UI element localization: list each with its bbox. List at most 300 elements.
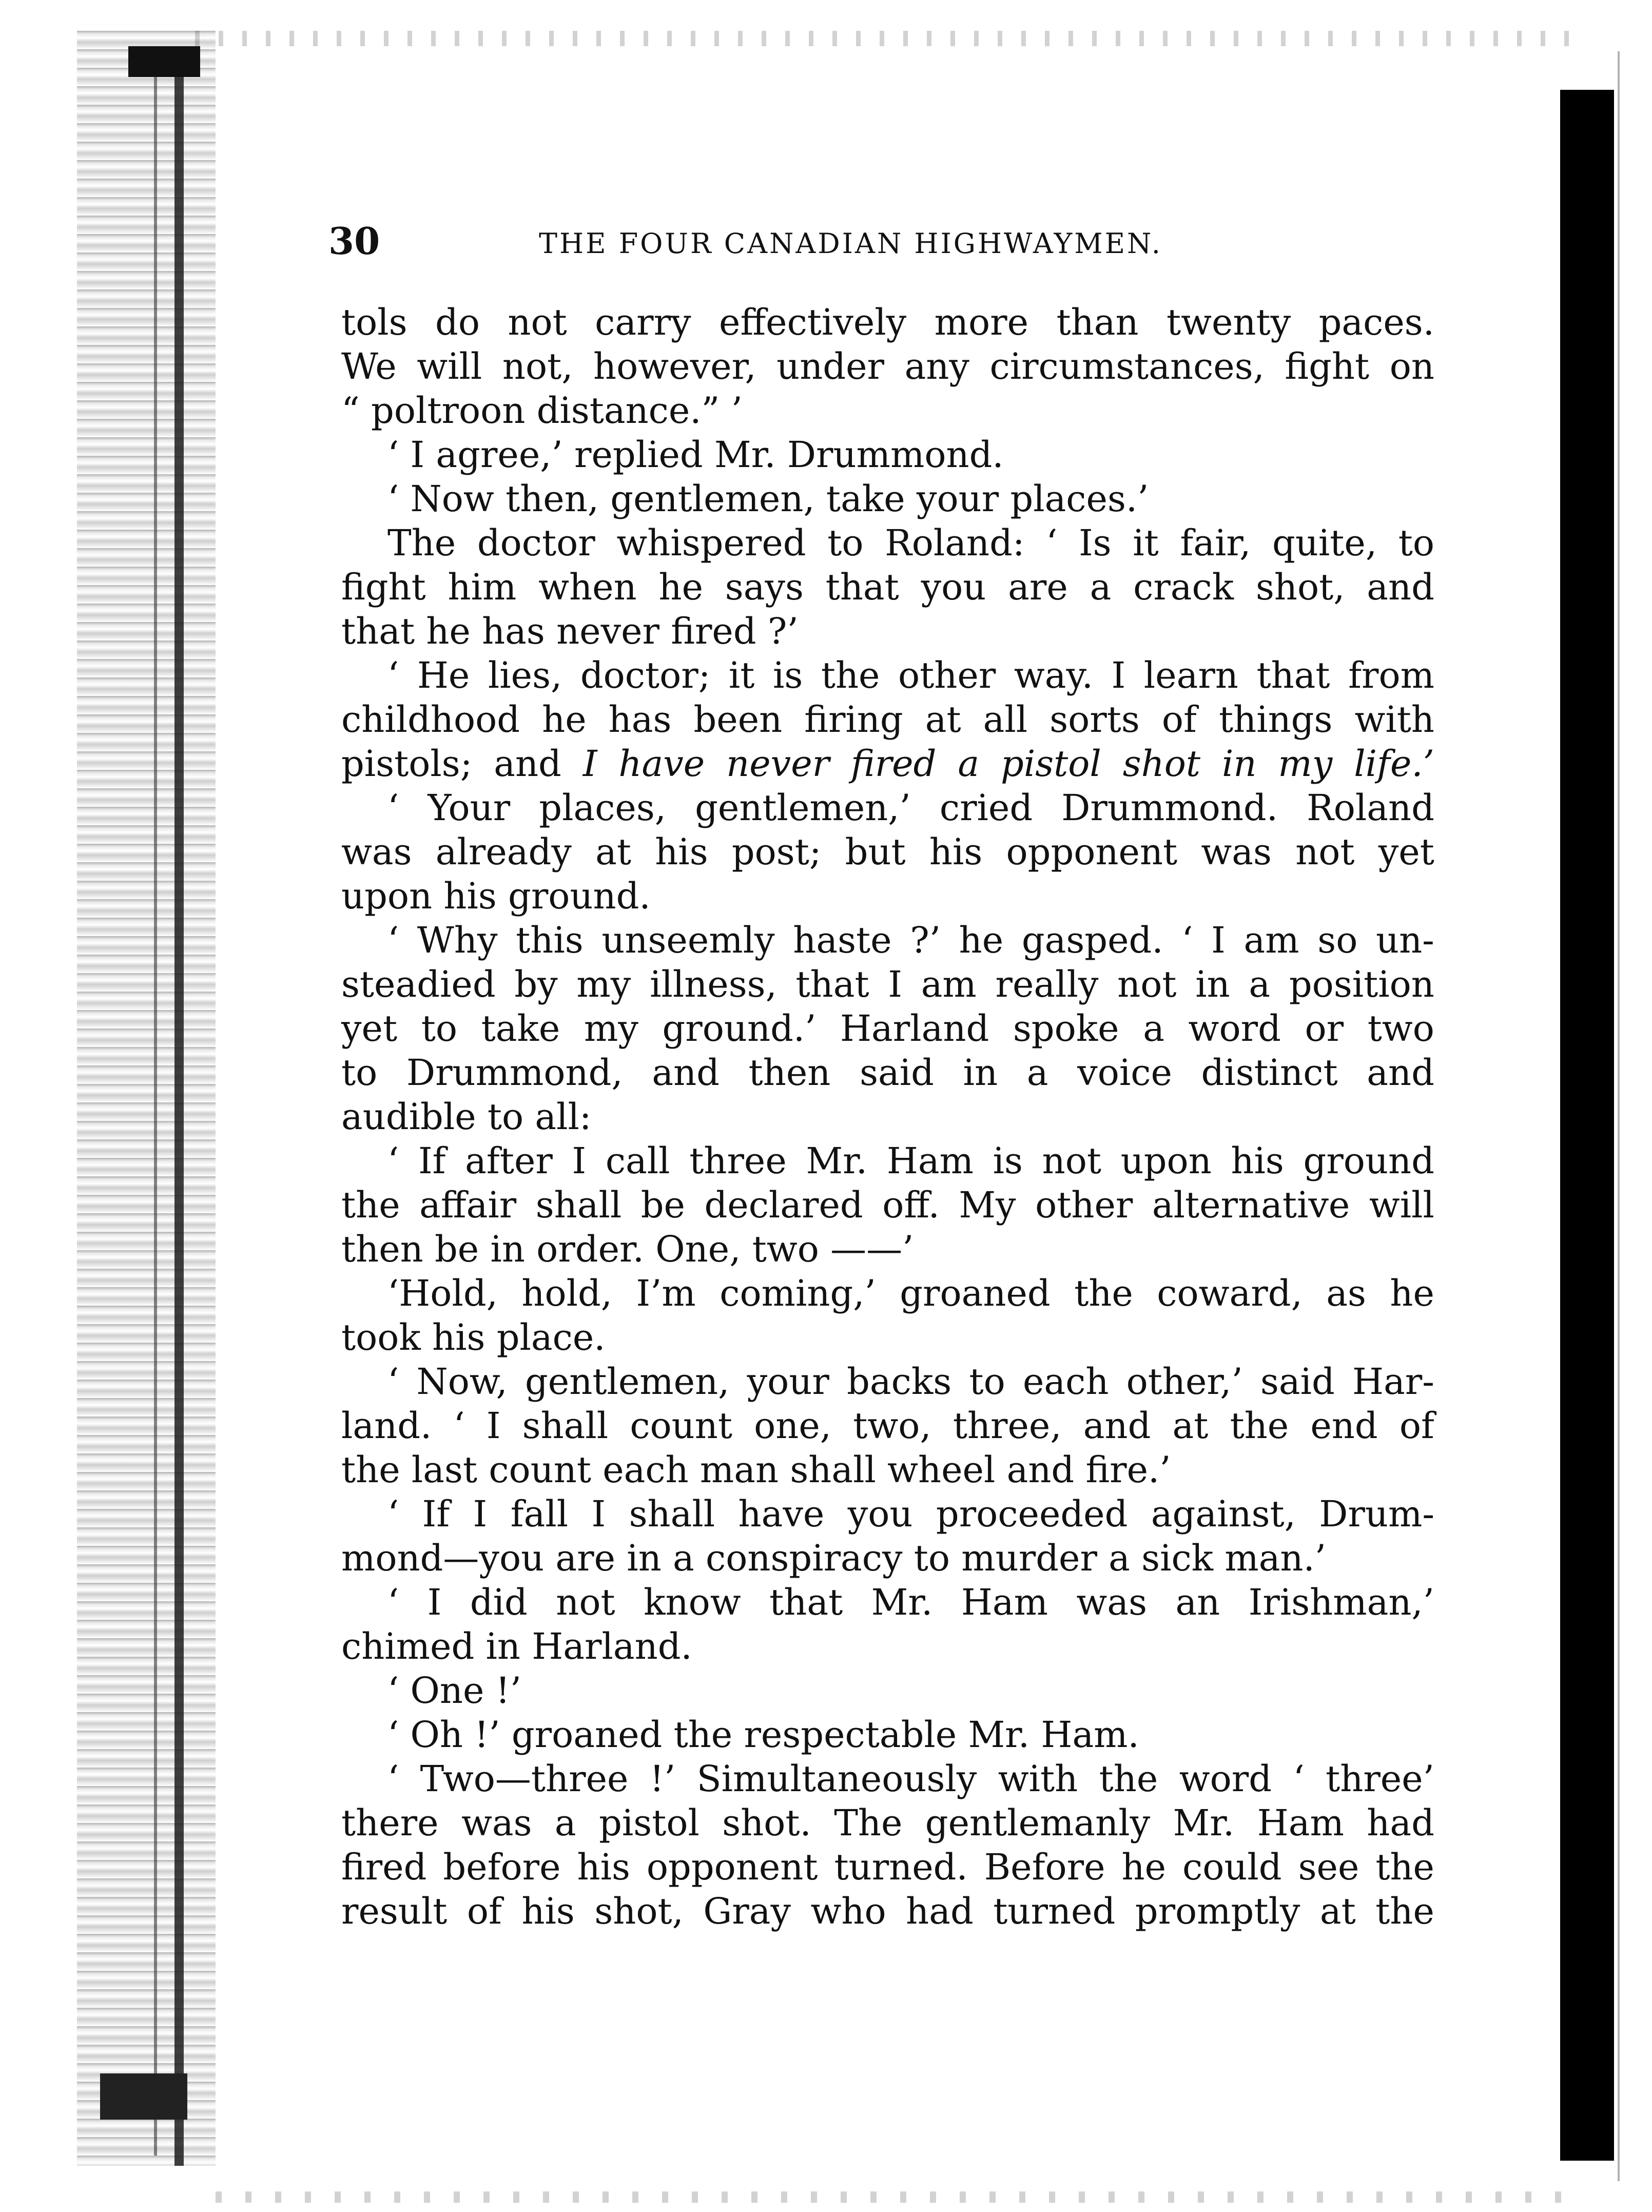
text-word: my xyxy=(576,963,631,1005)
text-word: the xyxy=(1230,1405,1289,1447)
text-word: a xyxy=(1143,1007,1164,1050)
text-line xyxy=(341,1404,1434,1448)
text-word: Is xyxy=(1079,522,1112,564)
text-line xyxy=(341,1580,1434,1624)
text-word: The xyxy=(387,522,456,564)
text-word: sorts xyxy=(1049,698,1140,741)
text-word: Now, xyxy=(416,1361,508,1403)
text-word: the xyxy=(1099,1758,1158,1800)
text-word: off. xyxy=(882,1184,940,1226)
text-word: he xyxy=(1390,1272,1434,1314)
text-word: turned xyxy=(993,1890,1116,1932)
text-word: there xyxy=(341,1802,439,1844)
text-word-italic: shot xyxy=(1122,743,1201,785)
text-line xyxy=(341,1448,1434,1492)
text-word: Your xyxy=(427,787,511,829)
text-word: you xyxy=(921,566,986,608)
text-word: not xyxy=(1042,1140,1101,1182)
text-word: not xyxy=(556,1581,615,1623)
text-word: will xyxy=(1369,1184,1434,1226)
text-word: a xyxy=(554,1802,576,1844)
text-word: not, xyxy=(502,345,573,387)
text-line xyxy=(341,1713,1434,1757)
text-line xyxy=(341,1227,1434,1271)
scan-right-edge-bar xyxy=(1560,90,1614,2161)
text-word: ‘ xyxy=(1293,1758,1305,1800)
text-word: cried xyxy=(939,787,1033,829)
text-word: two xyxy=(1367,1007,1434,1050)
text-line xyxy=(341,697,1434,742)
text-word: have xyxy=(738,1493,825,1535)
text-word: I xyxy=(486,1405,501,1447)
text-word: by xyxy=(514,963,558,1005)
text-word: my xyxy=(584,1007,638,1050)
text-word: it xyxy=(728,654,755,696)
text-word: hold, xyxy=(521,1272,613,1314)
text-word: I xyxy=(572,1140,587,1182)
text-word: are xyxy=(1008,566,1068,608)
text-word: ‘ xyxy=(387,1493,399,1535)
text-line-content: ‘ One !’ xyxy=(387,1670,522,1712)
text-word: land. xyxy=(341,1405,432,1447)
scan-bottom-noise xyxy=(216,2191,1570,2203)
text-word: other xyxy=(1035,1184,1133,1226)
text-word: really xyxy=(995,963,1099,1005)
text-word: any xyxy=(904,345,969,387)
text-word: learn xyxy=(1143,654,1238,696)
text-word: ‘ xyxy=(387,1361,399,1403)
text-word: Ham xyxy=(1257,1802,1344,1844)
text-word: doctor xyxy=(477,522,595,564)
text-word: shall xyxy=(522,1405,609,1447)
text-word: than xyxy=(1056,301,1139,343)
text-word: not xyxy=(1295,831,1355,873)
text-word: quite, xyxy=(1272,522,1377,564)
text-word: Roland xyxy=(1307,787,1434,829)
text-word: but xyxy=(845,831,906,873)
text-word: Mr. xyxy=(1173,1802,1235,1844)
text-word: gasped. xyxy=(1021,919,1163,961)
text-word: Ham xyxy=(961,1581,1048,1623)
text-line xyxy=(341,1139,1434,1183)
text-word: that xyxy=(769,1581,843,1623)
text-word: alternative xyxy=(1152,1184,1350,1226)
text-word: had xyxy=(906,1890,974,1932)
text-word: Drummond. xyxy=(1061,787,1278,829)
text-word: things xyxy=(1218,698,1333,741)
text-word: this xyxy=(516,919,584,961)
text-word: I xyxy=(888,963,902,1005)
text-word: of xyxy=(467,1890,502,1932)
text-word: said xyxy=(1260,1361,1335,1403)
text-word: take xyxy=(481,1007,560,1050)
text-line xyxy=(341,521,1434,565)
text-word: know xyxy=(644,1581,741,1623)
text-word: Mr. xyxy=(806,1140,868,1182)
text-word: unseemly xyxy=(601,919,775,961)
text-word: coming,’ xyxy=(720,1272,876,1314)
text-line xyxy=(341,830,1434,874)
text-word: am xyxy=(921,963,977,1005)
text-word: proceeded xyxy=(936,1493,1128,1535)
text-word: all xyxy=(983,698,1028,741)
text-line xyxy=(341,1668,1434,1713)
text-word: or xyxy=(1305,1007,1344,1050)
scan-gutter-line xyxy=(154,62,157,2156)
text-word: I xyxy=(1111,654,1126,696)
text-word: steadied xyxy=(341,963,496,1005)
text-word: when xyxy=(538,566,637,608)
text-word: groaned xyxy=(900,1272,1051,1314)
text-word: did xyxy=(470,1581,528,1623)
text-word: that xyxy=(1256,654,1330,696)
text-word: ‘ xyxy=(387,919,399,961)
text-word: as xyxy=(1326,1272,1366,1314)
text-word: fight xyxy=(341,566,426,608)
text-word: he xyxy=(542,698,587,741)
text-word: of xyxy=(1161,698,1197,741)
text-line xyxy=(341,1051,1434,1095)
text-line xyxy=(341,742,1434,786)
text-word: declared xyxy=(704,1184,863,1226)
text-word-italic: fired xyxy=(851,743,937,785)
text-word: is xyxy=(772,654,803,696)
text-word: one, xyxy=(754,1405,832,1447)
text-word: more xyxy=(934,301,1029,343)
text-word: other xyxy=(898,654,996,696)
text-word: ‘ xyxy=(387,1140,399,1182)
text-word: of xyxy=(1399,1405,1434,1447)
text-word-italic: pistol xyxy=(1001,743,1101,785)
text-word: it xyxy=(1133,522,1159,564)
text-word: Ham xyxy=(886,1140,974,1182)
text-word: yet xyxy=(1378,831,1434,873)
text-word: ‘ xyxy=(387,1581,399,1623)
scan-top-noise xyxy=(195,31,1570,46)
text-line xyxy=(341,609,1434,653)
text-word: be xyxy=(640,1184,685,1226)
text-word: Drum- xyxy=(1319,1493,1434,1535)
text-word: pistols; xyxy=(341,743,473,785)
text-word: a xyxy=(1090,566,1112,608)
text-word: position xyxy=(1289,963,1434,1005)
text-word: shot. xyxy=(722,1802,811,1844)
text-word: places, xyxy=(539,787,667,829)
scan-right-edge-line xyxy=(1618,51,1620,2181)
text-word: three xyxy=(689,1140,787,1182)
scan-corner-mark xyxy=(128,46,200,77)
text-word: ?’ xyxy=(910,919,941,961)
text-line xyxy=(341,786,1434,830)
text-word: says xyxy=(725,566,804,608)
text-word: his xyxy=(521,1890,575,1932)
text-word: at xyxy=(595,831,631,873)
text-word: opponent xyxy=(1006,831,1178,873)
text-word: backs xyxy=(847,1361,952,1403)
text-word: pistol xyxy=(599,1802,699,1844)
text-word: is xyxy=(993,1140,1023,1182)
text-word: you xyxy=(847,1493,913,1535)
text-word: shall xyxy=(535,1184,622,1226)
text-word: after xyxy=(465,1140,553,1182)
text-word: end xyxy=(1310,1405,1378,1447)
text-word-italic: a xyxy=(958,743,980,785)
text-word: am xyxy=(1243,919,1299,961)
text-word-italic: I xyxy=(582,743,597,785)
text-line xyxy=(341,874,1434,918)
scan-corner-mark xyxy=(100,2073,187,2120)
text-line-content: upon his ground. xyxy=(341,875,651,917)
text-line-content: chimed in Harland. xyxy=(341,1625,692,1667)
text-word: and xyxy=(1367,1052,1434,1094)
text-word-italic: life.’ xyxy=(1354,743,1434,785)
text-word: Roland: xyxy=(885,522,1025,564)
text-word: Before xyxy=(984,1846,1105,1888)
text-line xyxy=(341,1315,1434,1360)
text-word: Drummond, xyxy=(406,1052,623,1094)
text-word: way. xyxy=(1014,654,1093,696)
scan-gutter-shadow xyxy=(77,31,216,2166)
text-word: see xyxy=(1298,1846,1359,1888)
text-line xyxy=(341,918,1434,962)
text-word: who xyxy=(810,1890,886,1932)
text-word: yet xyxy=(341,1007,398,1050)
text-word: carry xyxy=(595,301,691,343)
text-word: could xyxy=(1182,1846,1282,1888)
text-word: not xyxy=(508,301,567,343)
text-word: I’m xyxy=(636,1272,696,1314)
text-word: in xyxy=(1195,963,1230,1005)
text-word: fired xyxy=(341,1846,427,1888)
text-word: !’ xyxy=(649,1758,676,1800)
text-word: before xyxy=(443,1846,561,1888)
text-word: If xyxy=(418,1140,446,1182)
text-word: a xyxy=(1026,1052,1048,1094)
text-word: he xyxy=(959,919,1004,961)
text-word: ‘Hold, xyxy=(387,1272,498,1314)
text-word: the xyxy=(1375,1846,1434,1888)
text-line xyxy=(341,300,1434,344)
text-word: with xyxy=(1354,698,1434,741)
text-word: result xyxy=(341,1890,448,1932)
text-word: ground xyxy=(1303,1140,1434,1182)
text-word: ‘ xyxy=(1181,919,1193,961)
running-head: THE FOUR CANADIAN HIGHWAYMEN. xyxy=(539,227,1162,260)
text-word: post; xyxy=(731,831,822,873)
text-word: ‘ xyxy=(387,787,399,829)
text-line xyxy=(341,1757,1434,1801)
text-word: I xyxy=(473,1493,488,1535)
text-line xyxy=(341,1360,1434,1404)
text-word: ‘ xyxy=(387,654,399,696)
text-word: turned. xyxy=(834,1846,968,1888)
text-line xyxy=(341,477,1434,521)
text-word: his xyxy=(655,831,708,873)
text-word: other,’ xyxy=(1126,1361,1243,1403)
text-word: under xyxy=(776,345,885,387)
text-word: his xyxy=(1231,1140,1284,1182)
text-line xyxy=(341,1492,1434,1536)
text-word: spoke xyxy=(1013,1007,1119,1050)
text-line-content: mond—you are in a conspiracy to murder a sick man.’ xyxy=(341,1537,1327,1579)
text-line xyxy=(341,1889,1434,1933)
text-word: said xyxy=(860,1052,934,1094)
text-word: been xyxy=(693,698,783,741)
text-line-content: the last count each man shall wheel and fire.’ xyxy=(341,1449,1171,1491)
text-word: to xyxy=(1398,522,1434,564)
text-line-content: took his place. xyxy=(341,1316,606,1359)
text-word: was xyxy=(1201,831,1272,873)
text-word: on xyxy=(1389,345,1434,387)
text-word: to xyxy=(341,1052,378,1094)
text-word: to xyxy=(969,1361,1005,1403)
text-word: Gray xyxy=(703,1890,791,1932)
text-word: a xyxy=(1249,963,1271,1005)
text-word: firing xyxy=(804,698,903,741)
text-word: distinct xyxy=(1201,1052,1338,1094)
text-word: shot, xyxy=(1255,566,1345,608)
text-word: do xyxy=(435,301,480,343)
text-word: If xyxy=(422,1493,450,1535)
text-word: not xyxy=(1117,963,1177,1005)
text-word: I xyxy=(1211,919,1226,961)
text-line-content: ‘ Oh !’ groaned the respectable Mr. Ham. xyxy=(387,1714,1139,1756)
text-word: ‘ xyxy=(1046,522,1058,564)
text-word-italic: have xyxy=(618,743,705,785)
text-word: the xyxy=(1074,1272,1133,1314)
text-word: I xyxy=(591,1493,606,1535)
text-word: against, xyxy=(1151,1493,1296,1535)
text-word: word xyxy=(1179,1758,1272,1800)
text-word: gentlemen,’ xyxy=(695,787,911,829)
text-word: in xyxy=(963,1052,998,1094)
text-word: and xyxy=(1083,1405,1151,1447)
text-word: ground.’ xyxy=(662,1007,817,1050)
text-line-content: ‘ Now then, gentlemen, take your places.’ xyxy=(387,478,1149,520)
text-word: had xyxy=(1367,1802,1434,1844)
text-word: I xyxy=(427,1581,442,1623)
text-line-content: audible to all: xyxy=(341,1096,592,1138)
text-line xyxy=(341,344,1434,389)
text-word: shall xyxy=(629,1493,715,1535)
text-word: that xyxy=(825,566,899,608)
text-word: he xyxy=(1121,1846,1167,1888)
text-line xyxy=(341,653,1434,697)
text-word-italic: never xyxy=(726,743,830,785)
text-line xyxy=(341,962,1434,1006)
text-line-content: ‘ I agree,’ replied Mr. Drummond. xyxy=(387,434,1004,476)
text-word: has xyxy=(608,698,672,741)
text-word: My xyxy=(959,1184,1016,1226)
text-word: Irishman,’ xyxy=(1248,1581,1434,1623)
text-word: fair, xyxy=(1180,522,1251,564)
text-word: at xyxy=(1172,1405,1209,1447)
text-word: childhood xyxy=(341,698,520,741)
text-word: to xyxy=(421,1007,457,1050)
text-word: word xyxy=(1188,1007,1281,1050)
text-word: lies, xyxy=(488,654,562,696)
text-word: circumstances, xyxy=(989,345,1265,387)
text-word: each xyxy=(1022,1361,1109,1403)
text-word: opponent xyxy=(646,1846,818,1888)
page-number: 30 xyxy=(328,219,380,263)
text-word: he xyxy=(658,566,703,608)
text-word: fall xyxy=(510,1493,569,1535)
text-word: from xyxy=(1348,654,1434,696)
text-word: illness, xyxy=(650,963,777,1005)
text-line xyxy=(341,389,1434,433)
text-line-content: then be in order. One, two ——’ xyxy=(341,1228,914,1270)
text-word: count xyxy=(630,1405,732,1447)
text-word: two, xyxy=(853,1405,931,1447)
scan-binding-edge xyxy=(174,46,184,2166)
text-word: already xyxy=(435,831,572,873)
text-word: whispered xyxy=(616,522,806,564)
text-line xyxy=(341,565,1434,609)
text-word: at xyxy=(925,698,961,741)
text-word: Mr. xyxy=(871,1581,933,1623)
text-word: with xyxy=(998,1758,1078,1800)
text-word: and xyxy=(1367,566,1434,608)
text-word: twenty xyxy=(1166,301,1291,343)
text-line xyxy=(341,433,1434,477)
text-word: his xyxy=(577,1846,630,1888)
text-word: an xyxy=(1175,1581,1220,1623)
text-word: will xyxy=(417,345,482,387)
text-word: shot, xyxy=(594,1890,684,1932)
text-word: that xyxy=(795,963,869,1005)
text-word: three, xyxy=(953,1405,1062,1447)
text-word: crack xyxy=(1133,566,1234,608)
text-line-content: that he has never fired ?’ xyxy=(341,610,799,652)
text-word: then xyxy=(748,1052,831,1094)
text-word: coward, xyxy=(1157,1272,1303,1314)
text-word: affair xyxy=(419,1184,517,1226)
text-word: the xyxy=(341,1184,400,1226)
text-line xyxy=(341,1801,1434,1845)
text-word: haste xyxy=(793,919,892,961)
text-word: and xyxy=(494,743,561,785)
text-word: Two—three xyxy=(420,1758,629,1800)
text-word: doctor; xyxy=(580,654,711,696)
text-word: was xyxy=(1076,1581,1147,1623)
text-line xyxy=(341,1183,1434,1227)
text-line xyxy=(341,1095,1434,1139)
text-word: voice xyxy=(1077,1052,1172,1094)
text-word: at xyxy=(1319,1890,1356,1932)
text-word: fight xyxy=(1285,345,1370,387)
text-word: promptly xyxy=(1135,1890,1300,1932)
text-word: so xyxy=(1317,919,1358,961)
text-word: ‘ xyxy=(387,1758,399,1800)
text-word: was xyxy=(341,831,412,873)
text-word: was xyxy=(461,1802,532,1844)
text-line-content: “ poltroon distance.” ’ xyxy=(341,390,743,432)
text-word: however, xyxy=(593,345,756,387)
text-word: your xyxy=(747,1361,829,1403)
text-word: his xyxy=(929,831,983,873)
text-word: gentlemanly xyxy=(925,1802,1151,1844)
text-word-italic: in xyxy=(1221,743,1257,785)
text-word: Simultaneously xyxy=(696,1758,977,1800)
text-word: ‘ xyxy=(453,1405,465,1447)
text-word: the xyxy=(1375,1890,1434,1932)
body-text xyxy=(341,300,1434,1933)
text-word: three’ xyxy=(1326,1758,1434,1800)
text-line xyxy=(341,1006,1434,1051)
text-word: paces. xyxy=(1318,301,1434,343)
text-word: Harland xyxy=(840,1007,989,1050)
